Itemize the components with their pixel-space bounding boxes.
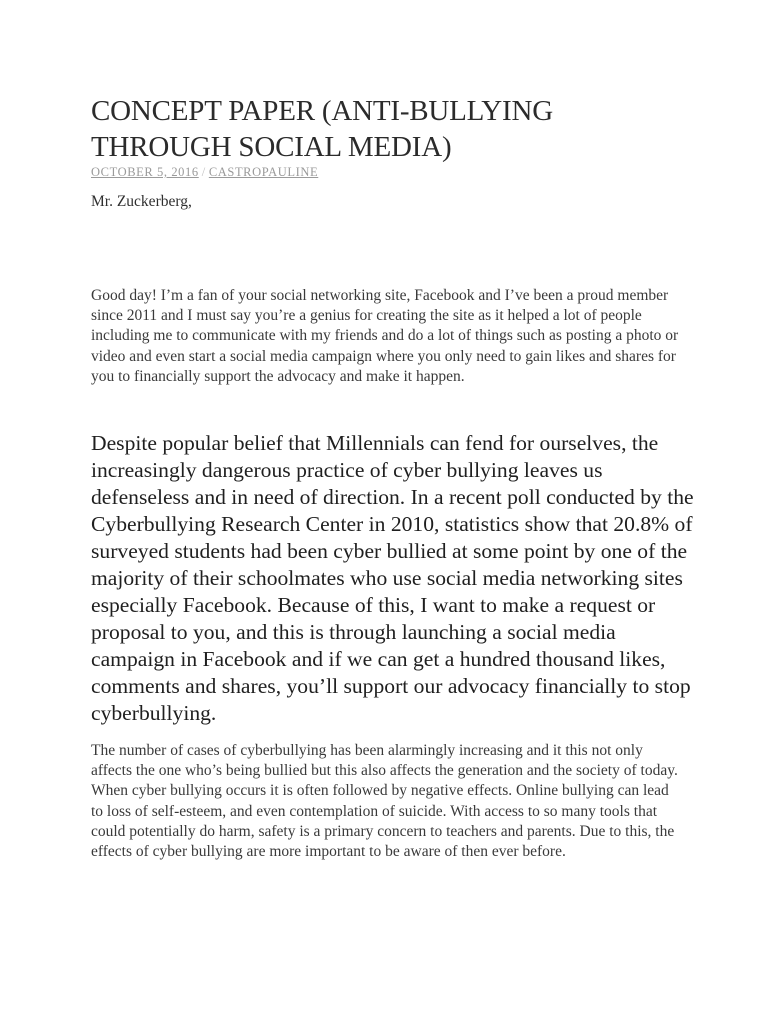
post-author-link[interactable]: CASTROPAULINE [208,165,319,179]
post-title: CONCEPT PAPER (ANTI-BULLYING THROUGH SOCIAL MEDIA) [91,95,553,163]
meta-separator: / [201,165,206,179]
post-date-link[interactable]: OCTOBER 5, 2016 [91,165,199,179]
post-meta [91,164,318,180]
salutation: Mr. Zuckerberg, [91,193,192,210]
body-paragraph-2: Despite popular belief that Millennials can fend for ourselves, the increasingly dangerous practice of cyber bullying leaves us defenseless and in need of direction. In a recent poll conducted by the Cyberbullying Research Center in 2010, statistics show that 20.8% of surveyed students had been cyber bullied at some point by one of the majority of their schoolmates who use social media networking sites especially Facebook. Because of this, I want to make a request or proposal to you, and this is through launching a social media campaign in Facebook and if we can get a hundred thousand likes, comments and shares, you’ll support our advocacy financially to stop cyberbullying. [91,431,694,725]
body-paragraph-3: The number of cases of cyberbullying has been alarmingly increasing and it this not only affects the one who’s being bullied but this also affects the generation and the society of today. When cyber bullying occurs it is often followed by negative effects. Online bullying can lead to loss of self-esteem, and even contemplation of suicide. With access to so many tools that could potentially do harm, safety is a primary concern to teachers and parents. Due to this, the effects of cyber bullying are more important to be aware of then ever before. [91,742,678,861]
body-paragraph-1: Good day! I’m a fan of your social networking site, Facebook and I’ve been a proud member since 2011 and I must say you’re a genius for creating the site as it helped a lot of people including me to communicate with my friends and do a lot of things such as posting a photo or video and even start a social media campaign where you only need to gain likes and shares for you to financially support the advocacy and make it happen. [91,287,679,385]
